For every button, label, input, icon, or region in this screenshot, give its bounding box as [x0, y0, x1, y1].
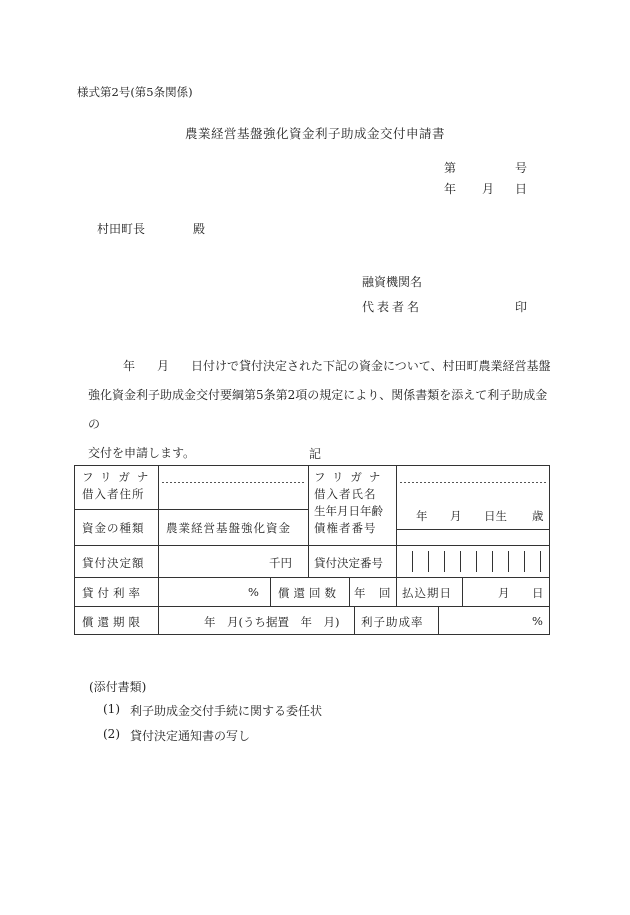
seal-mark: 印 [515, 300, 528, 314]
body-line-1-text: 日付けで貸付決定された下記の資金について、村田町農業経営基盤 [191, 359, 551, 373]
table-grid-lines [74, 465, 550, 635]
attachment-index: (1) [103, 702, 120, 716]
payment-day-label: 日 [532, 586, 544, 600]
interest-rate-label: 貸付利率 [82, 586, 144, 600]
institution-name-label: 融資機関名 [362, 275, 423, 289]
creditor-number-label: 債権者番号 [314, 521, 377, 535]
attachment-index: (2) [103, 727, 120, 741]
form-id: 様式第2号(第5条関係) [77, 85, 193, 99]
recipient-honorific: 殿 [193, 222, 206, 236]
doc-number-label: 第 [444, 161, 457, 175]
loan-amount-unit: 千円 [269, 556, 292, 570]
payment-month-label: 月 [498, 586, 510, 600]
age-label: 歳 [532, 509, 544, 523]
recipient: 村田町長 [97, 222, 146, 236]
birth-age-label: 生年月日年齢 [314, 504, 383, 518]
furigana-label-name: フリガナ [314, 470, 388, 484]
date-day-label: 日 [515, 182, 528, 196]
birth-month-label: 月 [450, 509, 462, 523]
page-title: 農業経営基盤強化資金利子助成金交付申請書 [184, 126, 445, 141]
repay-period-value: 年 月(うち据置 年 月) [204, 615, 340, 629]
loan-number-label: 貸付決定番号 [314, 556, 383, 570]
attachment-item: 貸付決定通知書の写し [130, 729, 251, 743]
repay-period-label: 償還期限 [82, 615, 144, 629]
body-line-3: 交付を申請します。 [88, 446, 196, 460]
body-month: 月 [157, 359, 170, 373]
repay-year-label: 年 [354, 586, 366, 600]
fund-type-value: 農業経営基盤強化資金 [166, 521, 291, 535]
body-line-1 [88, 352, 558, 381]
borrower-name-label: 借入者氏名 [314, 487, 377, 501]
subsidy-rate-label: 利子助成率 [361, 615, 424, 629]
attachments-heading: (添付書類) [89, 680, 147, 694]
subsidy-rate-unit: % [532, 614, 543, 628]
birth-day-label: 日生 [484, 509, 507, 523]
interest-rate-unit: % [248, 585, 259, 599]
payment-date-label: 払込期日 [402, 586, 452, 600]
doc-number-suffix: 号 [515, 161, 528, 175]
birth-year-label: 年 [416, 509, 428, 523]
attachment-item: 利子助成金交付手続に関する委任状 [130, 704, 323, 718]
body-year: 年 [123, 359, 136, 373]
repay-count-label: 償還回数 [278, 586, 340, 600]
fund-type-label: 資金の種類 [82, 521, 145, 535]
date-month-label: 月 [482, 182, 495, 196]
application-table [74, 465, 550, 635]
furigana-label-address: フリガナ [82, 470, 156, 484]
borrower-address-label: 借入者住所 [82, 487, 145, 501]
loan-amount-label: 貸付決定額 [82, 556, 145, 570]
representative-label: 代表者名 [362, 300, 423, 314]
ki-mark: 記 [308, 447, 321, 461]
date-year-label: 年 [444, 182, 457, 196]
body-line-2: 強化資金利子助成金交付要綱第5条第2項の規定により、関係書類を添えて利子助成金の [88, 388, 548, 431]
repay-times-label: 回 [379, 586, 391, 600]
